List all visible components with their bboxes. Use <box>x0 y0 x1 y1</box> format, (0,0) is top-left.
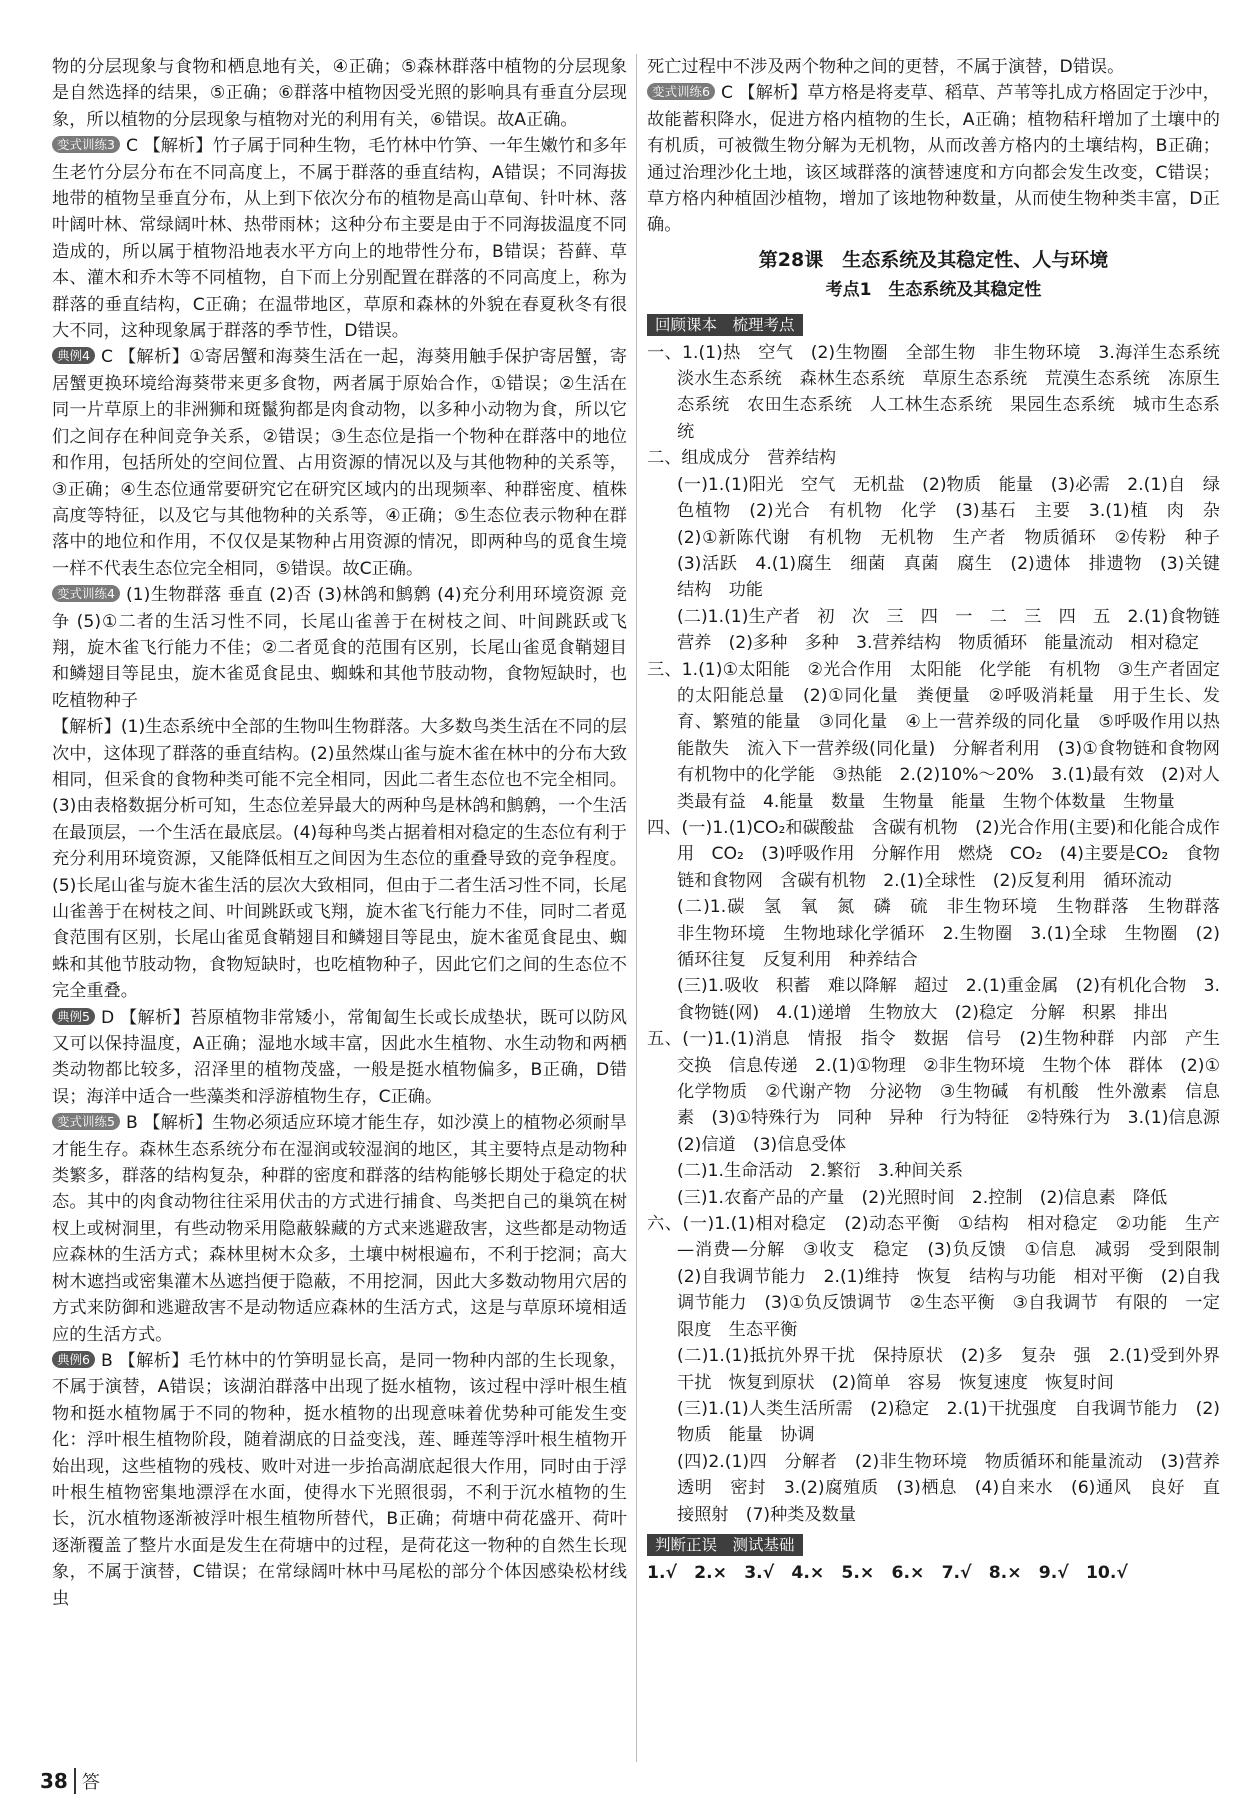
review-line: (三)1.(1)人类生活所需 (2)稳定 2.(1)干扰强度 自我调节能力 (2)物质 能量 协调 <box>677 1398 1220 1446</box>
paragraph-text: 物的分层现象与食物和栖息地有关，④正确；⑤森林群落中植物的分层现象是自然选择的结果，⑤正确；⑥群落中植物因受光照的影响具有垂直分层现象，所以植物的分层现象与植物对光的利用有关，⑥错误。故A正确。 <box>52 57 627 130</box>
example-tag: 典例4 <box>52 347 95 364</box>
paragraph-text: C 【解析】①寄居蟹和海葵生活在一起，海葵用触手保护寄居蟹，寄居蟹更换环境给海葵带来更多食物，两者属于原始合作，①错误；②生活在同一片草原上的非洲狮和斑鬣狗都是肉食动物，以多种小动物为食，所以它们之间存在种间竞争关系，②错误；③生态位是指一个物种在群落中的地位和作用，包括所处的空间位置、占用资源的情况以及与其他物种的关系等，③正确；④生态位通常要研究它在研究区域内的出现频率、种群密度、植株高度等特征，以及它与其他物种的关系等，④正确；⑤生态位表示物种在群落中的地位和作用，不仅仅是某物种占用资源的情况，即两种鸟的觅食生境一样不代表生态位完全相同，⑤错误。故C正确。 <box>52 347 627 579</box>
paragraph-text: (1)生物群落 垂直 (2)否 (3)林鸽和鹪鹩 (4)充分利用环境资源 竞争 (5)①二者的生活习性不同，长尾山雀善于在树枝之间、叶间跳跃或飞翔，旋木雀飞行能力不佳；②二者觅食的范围有区别，长尾山雀觅食鞘翅目和鳞翅目等昆虫，旋木雀觅食昆虫、蜘蛛和其他节肢动物，食物短缺时，也吃植物种子 <box>52 585 627 711</box>
kaodian-title: 考点1 生态系统及其稳定性 <box>825 280 1042 301</box>
answer-label: 答 <box>81 1772 100 1793</box>
judge-answers: 1.√ 2.× 3.√ 4.× 5.× 6.× 7.√ 8.× 9.√ 10.√ <box>647 1562 1128 1583</box>
answer-paragraph <box>52 1348 627 1612</box>
review-line: (四)2.(1)四 分解者 (2)非生物环境 物质循环和能量流动 (3)营养 透明 密封 3.(2)腐殖质 (3)栖息 (4)自来水 (6)通风 良好 直接照射 (7)种类及数量 <box>677 1451 1238 1525</box>
review-section <box>647 340 1238 1528</box>
right-column <box>647 54 1238 1586</box>
paragraph-text: 死亡过程中不涉及两个物种之间的更替，不属于演替，D错误。 <box>647 57 1125 77</box>
answer-paragraph <box>52 133 627 344</box>
paragraph-text: C 【解析】草方格是将麦草、稻草、芦苇等扎成方格固定于沙中，故能蓄积降水，促进方格内植物的生长，A正确；植物秸秆增加了土壤中的有机质，可被微生物分解为无机物，从而改善方格内的土壤结构，B正确；通过治理沙化土地，该区域群落的演替速度和方向都会发生改变，C错误；草方格内种植固沙植物，增加了该地物种数量，从而使生物种类丰富，D正确。 <box>647 83 1220 236</box>
page-number: 38 <box>40 1768 76 1794</box>
example-tag: 典例6 <box>52 1351 95 1368</box>
review-line: 四、(一)1.(1)CO₂和碳酸盐 含碳有机物 (2)光合作用(主要)和化能合成作用 CO₂ (3)呼吸作用 分解作用 燃烧 CO₂ (4)主要是CO₂ 食物链和食物网 含碳有机物 2.(1)全球性 (2)反复利用 循环流动 <box>647 817 1220 891</box>
review-line: (二)1.(1)生产者 初 次 三 四 一 二 三 四 五 2.(1)食物链 营养 (2)多种 多种 3.营养结构 物质循环 能量流动 相对稳定 <box>677 606 1238 654</box>
review-line: (一)1.(1)阳光 空气 无机盐 (2)物质 能量 (3)必需 2.(1)自 绿色植物 (2)光合 有机物 化学 (3)基石 主要 3.(1)植 肉 杂 (2)①新陈代谢 有机物 无机物 生产者 物质循环 ②传粉 种子 (3)活跃 4.(1)腐生 细菌 真菌 腐生 (2)遗体 排遗物 (3)关键 结构 功能 <box>677 474 1238 601</box>
example-tag: 变式训练5 <box>52 1113 120 1130</box>
column-divider <box>636 54 637 1762</box>
review-line: (二)1.生命活动 2.繁衍 3.种间关系 <box>677 1161 964 1182</box>
answer-paragraph <box>52 54 627 133</box>
answer-paragraph <box>647 54 1220 80</box>
answer-paragraph <box>647 80 1220 238</box>
review-band: 回顾课本 梳理考点 <box>647 314 803 336</box>
review-line: (三)1.农畜产品的产量 (2)光照时间 2.控制 (2)信息素 降低 <box>677 1187 1168 1208</box>
example-tag: 变式训练4 <box>52 585 120 602</box>
review-line: (三)1.吸收 积蓄 难以降解 超过 2.(1)重金属 (2)有机化合物 3.食物链(网) 4.(1)递增 生物放大 (2)稳定 分解 积累 排出 <box>677 976 1220 1023</box>
review-line: 五、(一)1.(1)消息 情报 指令 数据 信号 (2)生物种群 内部 产生 交换 信息传递 2.(1)①物理 ②非生物环境 生物个体 群体 (2)①化学物质 ②代谢产物 分泌物 ③生物碱 有机酸 性外激素 信息素 (3)①特殊行为 同种 异种 行为特征 ②特殊行为 3.(1)信息源 (2)信道 (3)信息受体 <box>647 1029 1238 1155</box>
answer-paragraph <box>52 344 627 582</box>
example-tag: 典例5 <box>52 1008 95 1025</box>
review-line: (二)1.碳 氢 氧 氮 磷 硫 非生物环境 生物群落 生物群落 非生物环境 生物地球化学循环 2.生物圈 3.(1)全球 生物圈 (2)循环往复 反复利用 种养结合 <box>677 897 1238 970</box>
review-line: 一、1.(1)热 空气 (2)生物圈 全部生物 非生物环境 3.海洋生态系统 淡水生态系统 森林生态系统 草原生态系统 荒漠生态系统 冻原生态系统 农田生态系统 人工林生态系统 果园生态系统 城市生态系统 <box>647 342 1238 442</box>
paragraph-text: B 【解析】生物必须适应环境才能生存，如沙漠上的植物必须耐旱才能生存。森林生态系统分布在湿润或较湿润的地区，其主要特点是动物种类繁多，群落的结构复杂，种群的密度和群落的结构能够长期处于稳定的状态。其中的肉食动物往往采用伏击的方式进行捕食、鸟类把自己的巢筑在树杈上或树洞里，有些动物采用隐蔽躲藏的方式来逃避敌害，这些都是动物适应森林的生活方式；森林里树木众多，土壤中树根遍布，不利于挖洞；高大树木遮挡或密集灌木丛遮挡便于隐蔽，不用挖洞，因此大多数动物用穴居的方式来防御和逃避敌害不是动物适应森林的生活方式，这是与草原环境相适应的生活方式。 <box>52 1113 627 1345</box>
left-column <box>52 54 627 1612</box>
judge-band: 判断正误 测试基础 <box>647 1534 803 1556</box>
paragraph-text: D 【解析】苔原植物非常矮小，常匍匐生长或长成垫状，既可以防风又可以保持温度，A正确；湿地水域丰富，因此水生植物、水生动物和两栖类动物都比较多，沼泽里的植物茂盛，一般是挺水植物偏多，B正确，D错误；海洋中适合一些藻类和浮游植物生存，C正确。 <box>52 1007 627 1107</box>
right-top-answers <box>647 54 1220 239</box>
answer-paragraph <box>52 714 627 1004</box>
paragraph-text: B 【解析】毛竹林中的竹笋明显长高，是同一物种内部的生长现象，不属于演替，A错误；该湖泊群落中出现了挺水植物，该过程中浮叶根生植物和挺水植物属于不同的物种，挺水植物的出现意味着优势种可能发生变化：浮叶根生植物阶段，随着湖底的日益变浅，莲、睡莲等浮叶根生植物开始出现，这些植物的残枝、败叶对进一步抬高湖底起很大作用，同时由于浮叶根生植物密集地漂浮在水面，使得水下光照很弱，不利于沉水植物的生长，沉水植物逐渐被浮叶根生植物所替代，B正确；荷塘中荷花盛开、荷叶逐渐覆盖了整片水面是发生在荷塘中的过程，是荷花这一物种的自然生长现象，不属于演替，C错误；在常绿阔叶林中马尾松的部分个体因感染松材线虫 <box>52 1350 627 1609</box>
paragraph-text: C 【解析】竹子属于同种生物，毛竹林中竹笋、一年生嫩竹和多年生老竹分层分布在不同高度上，不属于群落的垂直结构，A错误；不同海拔地带的植物呈垂直分布，从上到下依次分布的植物是高山草甸、针叶林、落叶阔叶林、常绿阔叶林、热带雨林；这种分布主要是由于不同海拔温度不同造成的，所以属于植物沿地表水平方向上的地带性分布，B错误；苔藓、草本、灌木和乔木等不同植物，自下而上分别配置在群落的不同高度上，称为群落的垂直结构，C正确；在温带地区，草原和森林的外貌在春夏秋冬有很大不同，这种现象属于群落的季节性，D错误。 <box>52 136 627 342</box>
review-line: (二)1.(1)抵抗外界干扰 保持原状 (2)多 复杂 强 2.(1)受到外界干扰 恢复到原状 (2)简单 容易 恢复速度 恢复时间 <box>677 1346 1220 1393</box>
example-tag: 变式训练3 <box>52 136 120 153</box>
review-line: 六、(一)1.(1)相对稳定 (2)动态平衡 ①结构 相对稳定 ②功能 生产—消费—分解 ③收支 稳定 (3)负反馈 ①信息 减弱 受到限制 (2)自我调节能力 2.(1)维持 恢复 结构与功能 相对平衡 (2)自我调节能力 (3)①负反馈调节 ②生态平衡 ③自我调节 有限的 一定限度 生态平衡 <box>647 1214 1238 1340</box>
paragraph-text: 【解析】(1)生态系统中全部的生物叫生物群落。大多数鸟类生活在不同的层次中，这体现了群落的垂直结构。(2)虽然煤山雀与旋木雀在林中的分布大致相同，但采食的食物种类可能不完全相同，因此二者生态位也不完全相同。(3)由表格数据分析可知，生态位差异最大的两种鸟是林鸽和鹪鹩，一个生活在最顶层，一个生活在最底层。(4)每种鸟类占据着相对稳定的生态位有利于充分利用环境资源，又能降低相互之间因为生态位的重叠导致的竞争程度。(5)长尾山雀与旋木雀生活的层次大致相同，但由于二者生活习性不同，长尾山雀善于在树枝之间、叶间跳跃或飞翔，旋木雀飞行能力不佳，同时二者觅食范围有区别，长尾山雀觅食鞘翅目和鳞翅目等昆虫，旋木雀觅食昆虫、蜘蛛和其他节肢动物，食物短缺时，也吃植物种子，因此它们之间的生态位不完全重叠。 <box>52 717 627 1002</box>
answer-paragraph <box>52 582 627 714</box>
review-line: 二、组成成分 营养结构 <box>647 448 837 469</box>
lesson-title: 第28课 生态系统及其稳定性、人与环境 <box>758 248 1109 271</box>
answer-paragraph <box>52 1110 627 1348</box>
example-tag: 变式训练6 <box>647 83 715 100</box>
answer-paragraph <box>52 1005 627 1111</box>
page-footer <box>40 1768 100 1796</box>
review-line: 三、1.(1)①太阳能 ②光合作用 太阳能 化学能 有机物 ③生产者固定的太阳能总量 (2)①同化量 粪便量 ②呼吸消耗量 用于生长、发育、繁殖的能量 ③同化量 ④上一营养级的同化量 ⑤呼吸作用以热能散失 流入下一营养级(同化量) 分解者利用 (3)①食物链和食物网 有机物中的化学能 ③热能 2.(2)10%～20% 3.(1)最有效 (2)对人类最有益 4.能量 数量 生物量 能量 生物个体数量 生物量 <box>647 659 1238 812</box>
